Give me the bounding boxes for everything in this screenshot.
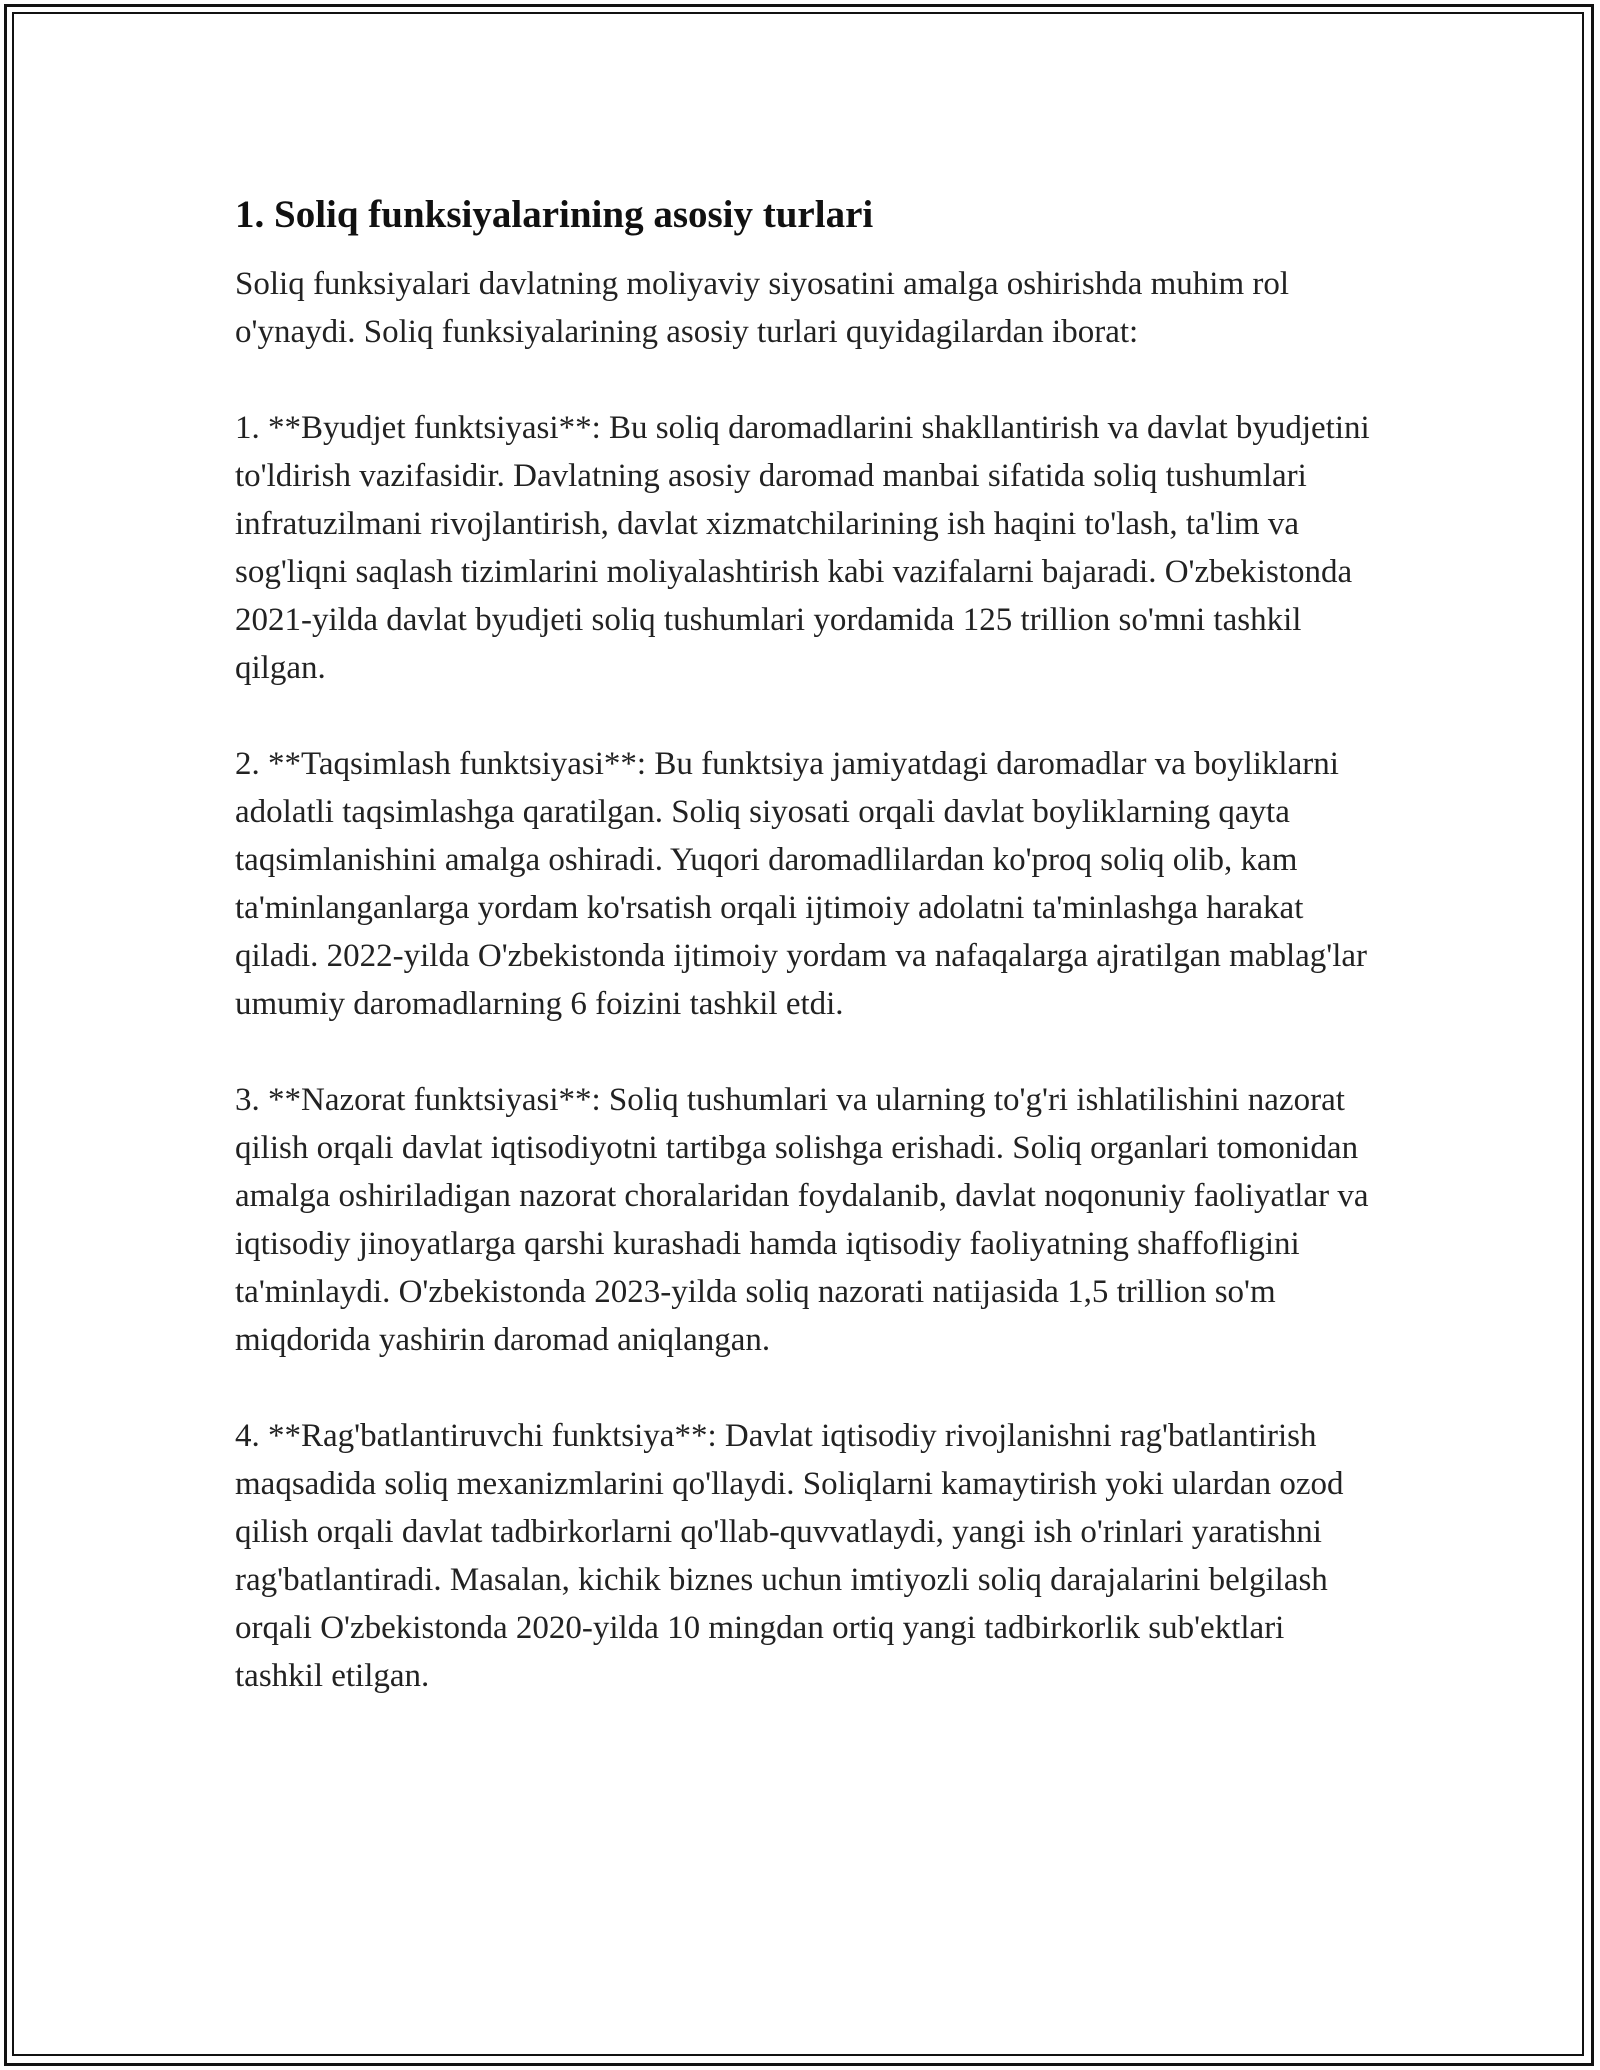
item-budget-function: 1. **Byudjet funktsiyasi**: Bu soliq daromadlarini shakllantirish va davlat byudjetini to'ldirish vazifasidir. Davlatning asosiy daromad manbai sifatida soliq tushumlari infratuzilmani rivojlantirish, davlat xizmatchilarining ish haqini to'lash, ta'lim va sog'liqni saqlash tizimlarini moliyalashtirish kabi vazifalarni bajaradi. O'zbekistonda 2021-yilda davlat byudjeti soliq tushumlari yordamida 125 trillion so'mni tashkil qilgan.	[235, 410, 1378, 686]
section-title: 1. Soliq funksiyalarining asosiy turlari	[235, 193, 874, 236]
item-incentive-function: 4. **Rag'batlantiruvchi funktsiya**: Davlat iqtisodiy rivojlanishni rag'batlantirish maqsadida soliq mexanizmlarini qo'llaydi. Soliqlarni kamaytirish yoki ulardan ozod qilish orqali davlat tadbirkorlarni qo'llab-quvvatlaydi, yangi ish o'rinlari yaratishni rag'batlantiradi. Masalan, kichik biznes uchun imtiyozli soliq darajalarini belgilash orqali O'zbekistonda 2020-yilda 10 mingdan ortiq yangi tadbirkorlik sub'ektlari tashkil etilgan.	[235, 1418, 1352, 1694]
document-body	[235, 188, 1378, 1748]
item-control-function: 3. **Nazorat funktsiyasi**: Soliq tushumlari va ularning to'g'ri ishlatilishini nazorat qilish orqali davlat iqtisodiyotni tartibga solishga erishadi. Soliq organlari tomonidan amalga oshiriladigan nazorat choralaridan foydalanib, davlat noqonuniy faoliyatlar va iqtisodiy jinoyatlarga qarshi kurashadi hamda iqtisodiy faoliyatning shaffofligini ta'minlaydi. O'zbekistonda 2023-yilda soliq nazorati natijasida 1,5 trillion so'm miqdorida yashirin daromad aniqlangan.	[235, 1082, 1377, 1358]
intro-paragraph: Soliq funksiyalari davlatning moliyaviy siyosatini amalga oshirishda muhim rol o'ynaydi. Soliq funksiyalarining asosiy turlari quyidagilardan iborat:	[235, 266, 1298, 350]
item-distribution-function: 2. **Taqsimlash funktsiyasi**: Bu funktsiya jamiyatdagi daromadlar va boyliklarni adolatli taqsimlashga qaratilgan. Soliq siyosati orqali davlat boyliklarning qayta taqsimlanishini amalga oshiradi. Yuqori daromadlilardan ko'proq soliq olib, kam ta'minlanganlarga yordam ko'rsatish orqali ijtimoiy adolatni ta'minlashga harakat qiladi. 2022-yilda O'zbekistonda ijtimoiy yordam va nafaqalarga ajratilgan mablag'lar umumiy daromadlarning 6 foizini tashkil etdi.	[235, 746, 1376, 1022]
